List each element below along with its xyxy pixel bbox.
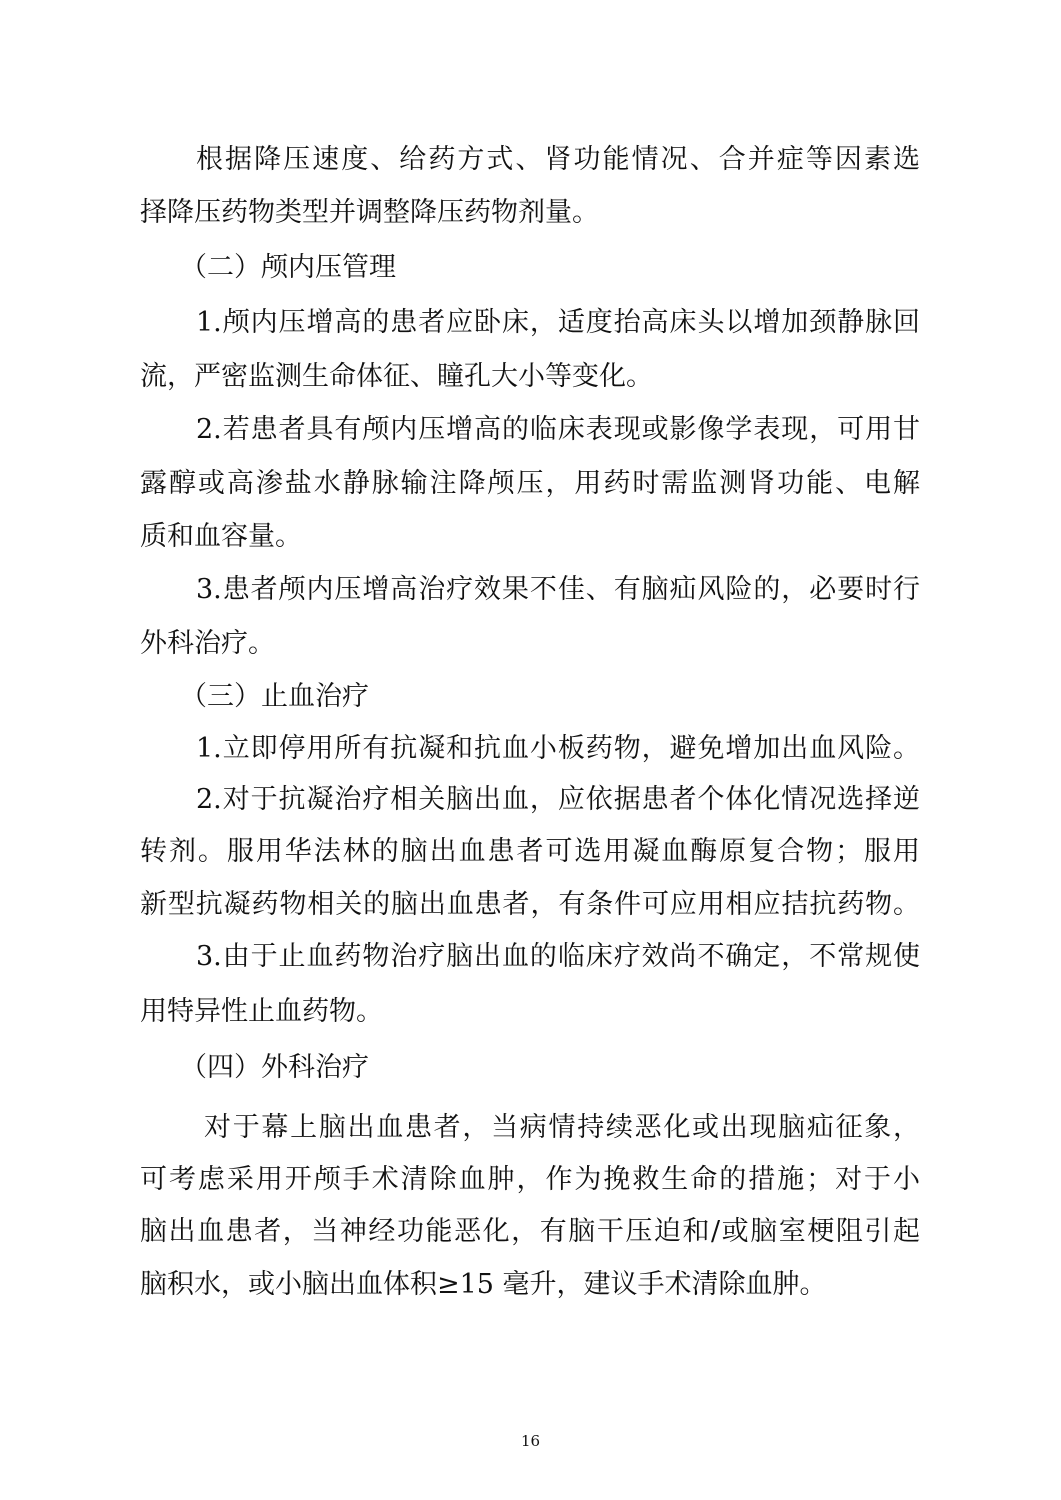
text-line: 脑出血患者，当神经功能恶化，有脑干压迫和/或脑室梗阻引起	[140, 1216, 920, 1247]
text-line: 新型抗凝药物相关的脑出血患者，有条件可应用相应拮抗药物。	[140, 889, 920, 920]
text-line: 3.患者颅内压增高治疗效果不佳、有脑疝风险的，必要时行	[196, 574, 920, 605]
text-line: 3.由于止血药物治疗脑出血的临床疗效尚不确定，不常规使	[196, 941, 920, 972]
text-line: 露醇或高渗盐水静脉输注降颅压，用药时需监测肾功能、电解	[140, 468, 920, 499]
text-line: 外科治疗。	[140, 628, 275, 659]
section-heading: （二）颅内压管理	[180, 252, 396, 283]
text-line: 流，严密监测生命体征、瞳孔大小等变化。	[140, 361, 653, 392]
text-line: 根据降压速度、给药方式、肾功能情况、合并症等因素选	[196, 144, 920, 175]
text-line: 质和血容量。	[140, 521, 302, 552]
text-line: 1.立即停用所有抗凝和抗血小板药物，避免增加出血风险。	[196, 733, 920, 764]
text-line: 1.颅内压增高的患者应卧床，适度抬高床头以增加颈静脉回	[196, 307, 920, 338]
text-line: 转剂。服用华法林的脑出血患者可选用凝血酶原复合物；服用	[140, 836, 920, 867]
text-line: 用特异性止血药物。	[140, 996, 383, 1027]
section-heading: （三）止血治疗	[180, 681, 369, 712]
text-line: 脑积水，或小脑出血体积≥15 毫升，建议手术清除血肿。	[140, 1269, 827, 1300]
text-line: 择降压药物类型并调整降压药物剂量。	[140, 197, 599, 228]
text-line: 对于幕上脑出血患者，当病情持续恶化或出现脑疝征象，	[204, 1112, 920, 1143]
section-heading: （四）外科治疗	[180, 1052, 369, 1083]
text-line: 2.对于抗凝治疗相关脑出血，应依据患者个体化情况选择逆	[196, 784, 920, 815]
text-line: 2.若患者具有颅内压增高的临床表现或影像学表现，可用甘	[196, 414, 920, 445]
page-number: 16	[520, 1432, 541, 1450]
text-line: 可考虑采用开颅手术清除血肿，作为挽救生命的措施；对于小	[140, 1164, 920, 1195]
